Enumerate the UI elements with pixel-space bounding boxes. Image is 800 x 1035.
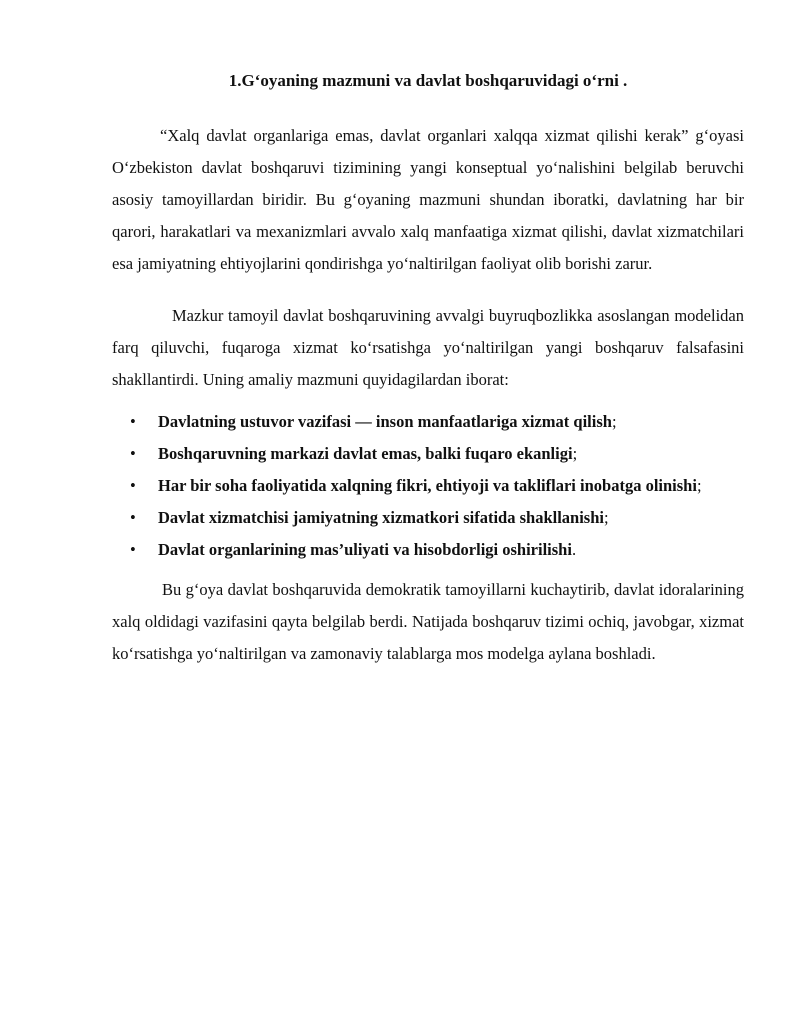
principles-list (112, 406, 744, 566)
list-item-text: Davlat organlarining mas’uliyati va hisobdorligi oshirilishi (158, 540, 572, 559)
list-item-punctuation: . (571, 540, 577, 559)
bullet-marker: • (130, 508, 136, 527)
document-page (112, 70, 744, 670)
list-item (112, 438, 744, 470)
section-title: 1.G‘oyaning mazmuni va davlat boshqaruvidagi o‘rni . (228, 71, 628, 90)
intro-paragraph: “Xalq davlat organlariga emas, davlat organlari xalqqa xizmat qilishi kerak” g‘oyasi O‘zbekiston davlat boshqaruvi tizimining yangi konseptual yo‘nalishini belgilab beruvchi asosiy tamoyillardan biridir. Bu g‘oyaning mazmuni shundan iboratki, davlatning har bir qarori, harakatlari va mexanizmlari avvalo xalq manfaatiga xizmat qilishi, davlat xizmatchilari esa jamiyatning ehtiyojlarini qondirishga yo‘naltirilgan faoliyat olib borishi zarur. (112, 126, 744, 273)
list-item (112, 470, 744, 502)
conclusion-paragraph: Bu g‘oya davlat boshqaruvida demokratik tamoyillarni kuchaytirib, davlat idoralarining xalq oldidagi vazifasini qayta belgilab berdi. Natijada boshqaruv tizimi ochiq, javobgar, xizmat ko‘rsatishga yo‘naltirilgan va zamonaviy talablarga mos modelga aylana boshladi. (112, 580, 744, 663)
list-item (112, 502, 744, 534)
list-item-text: Davlatning ustuvor vazifasi — inson manfaatlariga xizmat qilish (158, 412, 612, 431)
list-item-punctuation: ; (603, 508, 609, 527)
bullet-marker: • (130, 444, 136, 463)
bullet-marker: • (130, 540, 136, 559)
list-item (112, 534, 744, 566)
list-item-punctuation: ; (572, 444, 578, 463)
bullet-marker: • (130, 412, 136, 431)
list-item-text: Boshqaruvning markazi davlat emas, balki fuqaro ekanligi (158, 444, 573, 463)
principle-paragraph: Mazkur tamoyil davlat boshqaruvining avvalgi buyruqbozlikka asoslangan modelidan farq qiluvchi, fuqaroga xizmat ko‘rsatishga yo‘naltirilgan yangi boshqaruv falsafasini shakllantirdi. Uning amaliy mazmuni quyidagilardan iborat: (112, 306, 744, 389)
bullet-marker: • (130, 476, 136, 495)
list-item (112, 406, 744, 438)
list-item-punctuation: ; (611, 412, 617, 431)
list-item-punctuation: ; (696, 476, 702, 495)
list-item-text: Har bir soha faoliyatida xalqning fikri, ehtiyoji va takliflari inobatga olinishi (158, 476, 697, 495)
list-item-text: Davlat xizmatchisi jamiyatning xizmatkori sifatida shakllanishi (158, 508, 604, 527)
